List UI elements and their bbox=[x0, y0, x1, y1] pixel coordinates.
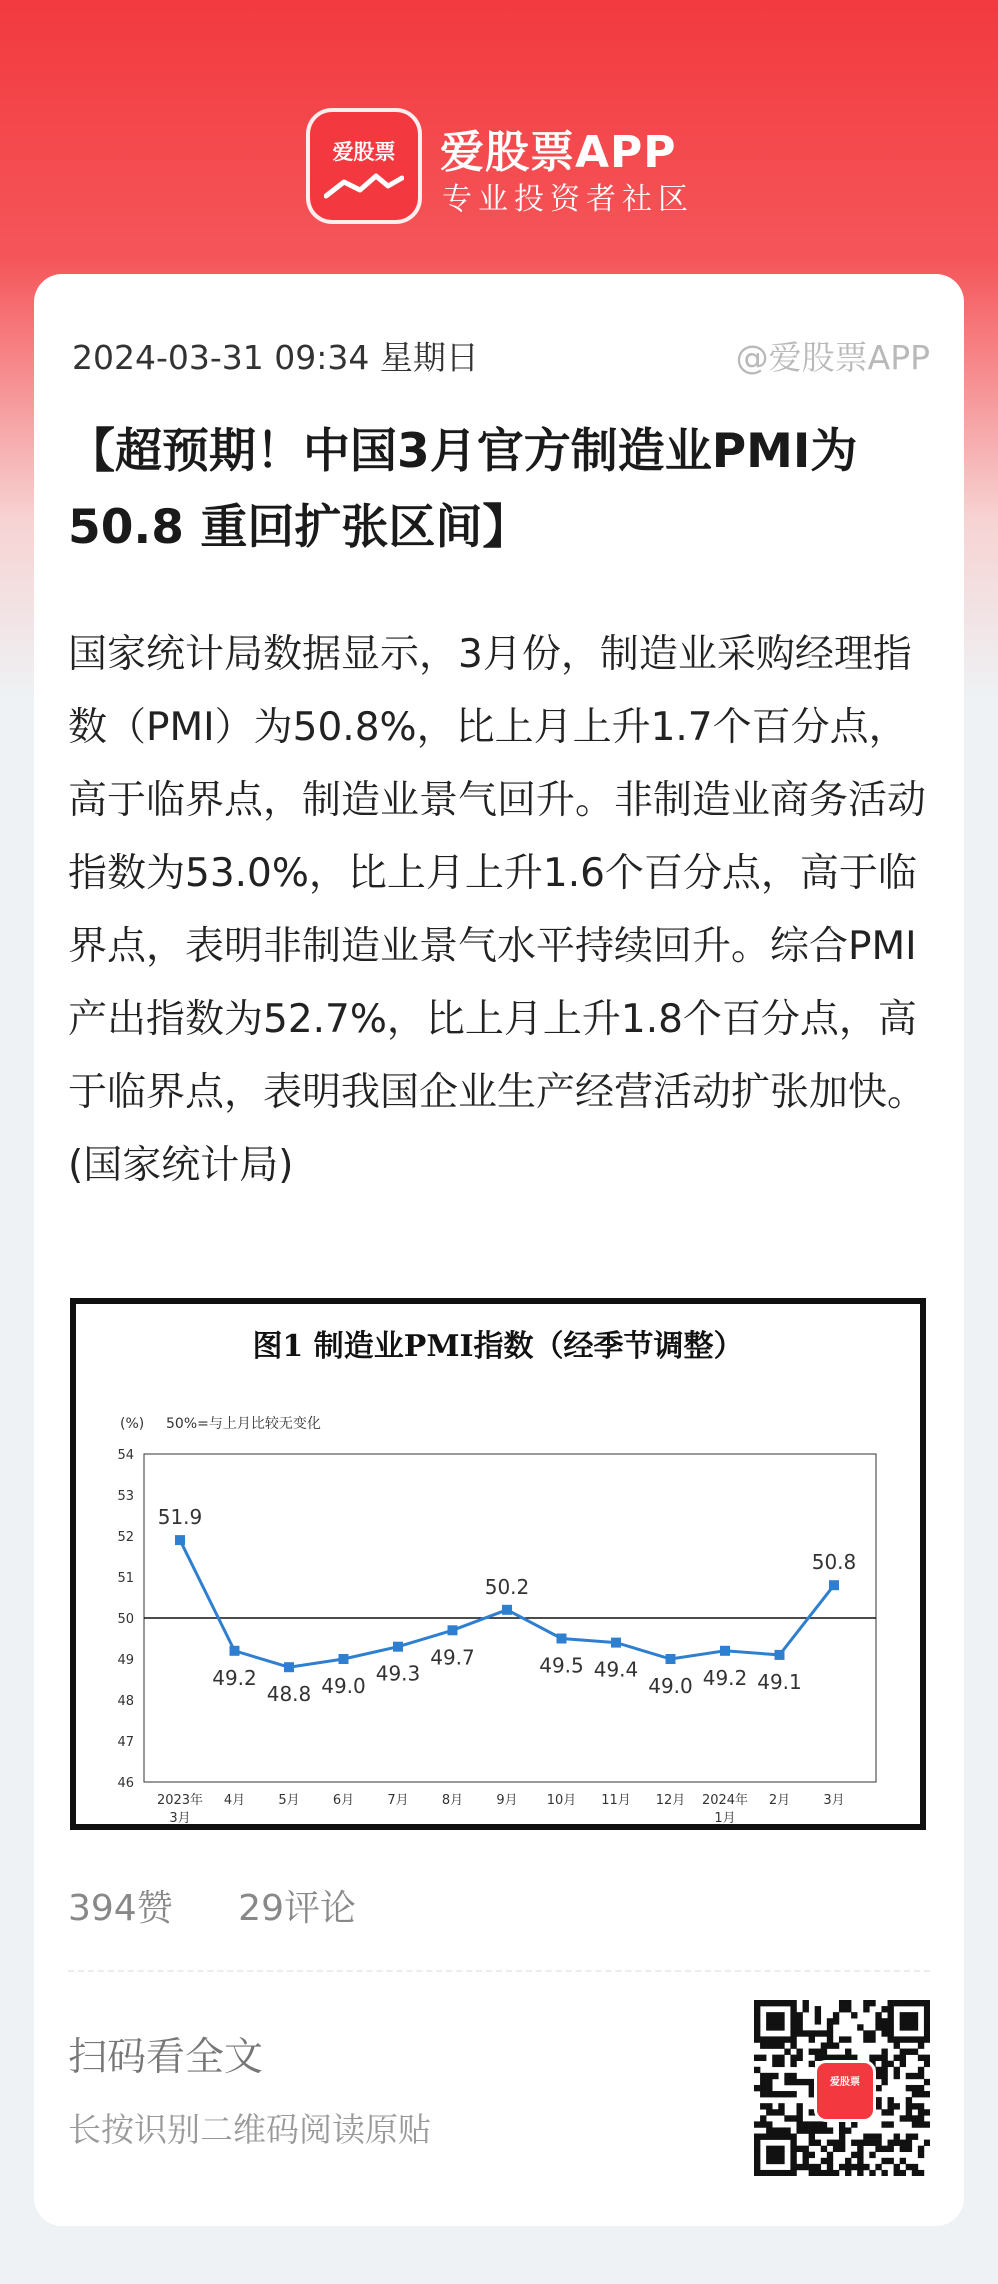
data-label: 50.8 bbox=[811, 1550, 857, 1575]
scan-subtitle: 长按识别二维码阅读原贴 bbox=[68, 2110, 431, 2149]
chart-title: 图1 制造业PMI指数（经季节调整） bbox=[252, 1329, 744, 1364]
divider bbox=[68, 1970, 930, 1972]
data-label: 49.5 bbox=[539, 1653, 584, 1678]
data-point bbox=[393, 1642, 403, 1652]
y-tick-label: 47 bbox=[117, 1735, 134, 1750]
data-point bbox=[720, 1646, 730, 1656]
qr-logo-text: 爱股票 bbox=[830, 2077, 860, 2088]
data-point bbox=[339, 1654, 349, 1664]
post-card bbox=[34, 274, 964, 2226]
logo-chart-icon bbox=[324, 170, 404, 200]
x-tick-label: 2023年 bbox=[156, 1793, 204, 1808]
data-label: 51.9 bbox=[157, 1505, 203, 1530]
data-label: 49.0 bbox=[321, 1674, 366, 1698]
data-label: 49.7 bbox=[430, 1645, 475, 1670]
x-tick-label: 3月 bbox=[823, 1793, 845, 1808]
y-tick-label: 49 bbox=[117, 1653, 134, 1668]
data-point bbox=[611, 1638, 621, 1648]
x-tick-label: 2024年 bbox=[701, 1793, 749, 1808]
data-label: 49.4 bbox=[593, 1657, 639, 1682]
x-tick-label: 10月 bbox=[546, 1793, 577, 1808]
x-tick-label: 6月 bbox=[332, 1793, 355, 1808]
likes-count[interactable]: 394赞 bbox=[68, 1888, 173, 1929]
y-tick-label: 51 bbox=[117, 1571, 134, 1586]
pmi-chart-svg bbox=[76, 1304, 920, 1824]
qr-logo bbox=[814, 2060, 876, 2122]
app-subtitle: 专业投资者社区 bbox=[442, 182, 694, 217]
app-header bbox=[0, 108, 998, 218]
data-point bbox=[230, 1646, 240, 1656]
data-point bbox=[775, 1650, 785, 1660]
app-logo bbox=[310, 112, 418, 220]
x-tick-label: 4月 bbox=[223, 1793, 246, 1808]
data-point bbox=[448, 1625, 458, 1635]
post-stats bbox=[68, 1880, 410, 1931]
x-tick-label: 1月 bbox=[714, 1811, 736, 1824]
post-title: 【超预期！中国3月官方制造业PMI为50.8 重回扩张区间】 bbox=[68, 424, 858, 555]
app-name: 爱股票APP bbox=[440, 127, 677, 178]
post-date: 2024-03-31 09:34 星期日 bbox=[72, 338, 479, 377]
chart-note: 50%=与上月比较无变化 bbox=[166, 1416, 321, 1432]
y-tick-label: 53 bbox=[117, 1489, 134, 1504]
x-tick-label: 9月 bbox=[496, 1793, 518, 1808]
comments-count[interactable]: 29评论 bbox=[238, 1888, 356, 1929]
data-point bbox=[666, 1654, 676, 1664]
data-point bbox=[284, 1662, 294, 1672]
data-label: 49.3 bbox=[375, 1661, 421, 1686]
data-point bbox=[829, 1580, 839, 1590]
logo-text: 爱股票 bbox=[332, 140, 396, 164]
x-tick-label: 8月 bbox=[441, 1793, 464, 1808]
x-tick-label: 7月 bbox=[387, 1793, 409, 1808]
data-label: 50.2 bbox=[484, 1574, 530, 1599]
post-source[interactable]: @爱股票APP bbox=[735, 338, 930, 377]
data-label: 49.1 bbox=[757, 1669, 802, 1694]
x-tick-label: 12月 bbox=[655, 1793, 686, 1808]
x-tick-label: 2月 bbox=[768, 1793, 791, 1808]
data-point bbox=[175, 1535, 185, 1545]
x-tick-label: 11月 bbox=[601, 1793, 631, 1808]
x-tick-label: 3月 bbox=[169, 1811, 191, 1824]
post-body: 国家统计局数据显示，3月份，制造业采购经理指数（PMI）为50.8%，比上月上升1.7个百分点，高于临界点，制造业景气回升。非制造业商务活动指数为53.0%，比上月上升1.6个百分点，高于临界点，表明非制造业景气水平持续回升。综合PMI产出指数为52.7%，比上月上升1.8个百分点，高于临界点，表明我国企业生产经营活动扩张加快。(国家统计局) bbox=[68, 632, 927, 1188]
data-label: 49.0 bbox=[648, 1674, 693, 1698]
data-label: 49.2 bbox=[702, 1665, 748, 1690]
scan-title: 扫码看全文 bbox=[68, 2035, 264, 2080]
y-tick-label: 48 bbox=[117, 1694, 134, 1709]
y-tick-label: 46 bbox=[117, 1776, 134, 1791]
chart-ylabel: (%) bbox=[120, 1416, 145, 1432]
pmi-chart bbox=[70, 1298, 926, 1830]
data-label: 49.2 bbox=[212, 1665, 257, 1690]
x-tick-label: 5月 bbox=[278, 1793, 300, 1808]
y-tick-label: 52 bbox=[117, 1530, 134, 1545]
y-tick-label: 50 bbox=[117, 1612, 134, 1627]
y-tick-label: 54 bbox=[117, 1448, 134, 1463]
data-point bbox=[502, 1605, 512, 1615]
data-label: 48.8 bbox=[266, 1682, 312, 1707]
data-point bbox=[557, 1634, 567, 1644]
qr-code[interactable] bbox=[754, 2000, 930, 2176]
